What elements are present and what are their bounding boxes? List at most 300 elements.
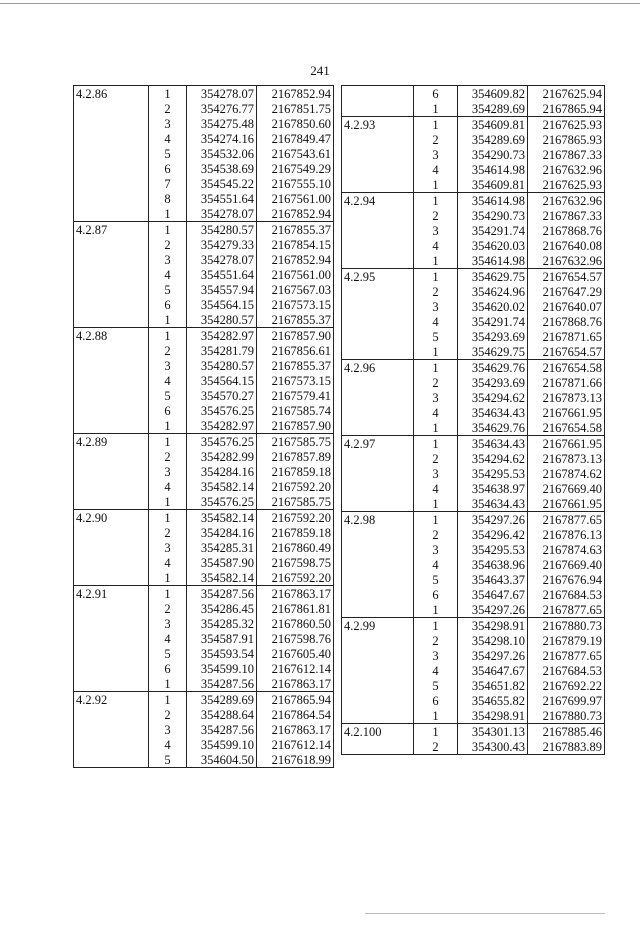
y-coordinate: 2167855.37 <box>257 358 334 373</box>
table-row <box>74 388 334 403</box>
section-number: 4.2.93 <box>342 117 414 133</box>
point-index: 1 <box>149 494 187 510</box>
table-row <box>74 176 334 191</box>
point-index: 8 <box>149 191 187 206</box>
point-index: 1 <box>149 510 187 526</box>
x-coordinate: 354614.98 <box>458 253 528 269</box>
table-row <box>74 555 334 570</box>
point-index: 4 <box>414 481 458 496</box>
x-coordinate: 354634.43 <box>458 436 528 452</box>
point-index: 4 <box>414 405 458 420</box>
section-number: 4.2.92 <box>74 692 149 708</box>
x-coordinate: 354287.56 <box>187 676 257 692</box>
y-coordinate: 2167885.46 <box>528 724 605 740</box>
point-index: 5 <box>149 282 187 297</box>
x-coordinate: 354587.91 <box>187 631 257 646</box>
x-coordinate: 354298.91 <box>458 708 528 724</box>
section-number <box>342 344 414 360</box>
table-row <box>342 223 605 238</box>
y-coordinate: 2167855.37 <box>257 312 334 328</box>
x-coordinate: 354298.91 <box>458 618 528 634</box>
x-coordinate: 354278.07 <box>187 252 257 267</box>
x-coordinate: 354593.54 <box>187 646 257 661</box>
point-index: 4 <box>149 267 187 282</box>
table-row <box>342 299 605 314</box>
section-number: 4.2.95 <box>342 269 414 285</box>
x-coordinate: 354576.25 <box>187 434 257 450</box>
table-row <box>74 510 334 526</box>
y-coordinate: 2167883.89 <box>528 739 605 755</box>
table-row <box>74 616 334 631</box>
point-index: 6 <box>149 661 187 676</box>
point-index: 1 <box>414 269 458 285</box>
x-coordinate: 354282.99 <box>187 449 257 464</box>
point-index: 3 <box>149 252 187 267</box>
section-number: 4.2.96 <box>342 360 414 376</box>
table-row <box>342 208 605 223</box>
x-coordinate: 354291.74 <box>458 314 528 329</box>
section-number <box>342 253 414 269</box>
section-number <box>342 527 414 542</box>
y-coordinate: 2167880.73 <box>528 708 605 724</box>
y-coordinate: 2167861.81 <box>257 601 334 616</box>
x-coordinate: 354564.15 <box>187 297 257 312</box>
x-coordinate: 354297.26 <box>458 512 528 528</box>
table-row <box>74 676 334 692</box>
x-coordinate: 354297.26 <box>458 602 528 618</box>
x-coordinate: 354545.22 <box>187 176 257 191</box>
point-index: 2 <box>149 707 187 722</box>
table-row <box>74 206 334 222</box>
table-row <box>342 618 605 634</box>
x-coordinate: 354289.69 <box>458 132 528 147</box>
table-row <box>342 451 605 466</box>
table-row <box>342 101 605 117</box>
point-index: 3 <box>149 116 187 131</box>
y-coordinate: 2167654.57 <box>528 344 605 360</box>
x-coordinate: 354280.57 <box>187 312 257 328</box>
y-coordinate: 2167618.99 <box>257 752 334 768</box>
y-coordinate: 2167669.40 <box>528 481 605 496</box>
section-number: 4.2.89 <box>74 434 149 450</box>
x-coordinate: 354582.14 <box>187 479 257 494</box>
table-row <box>342 360 605 376</box>
y-coordinate: 2167867.33 <box>528 147 605 162</box>
y-coordinate: 2167661.95 <box>528 496 605 512</box>
section-number <box>342 663 414 678</box>
section-number <box>74 616 149 631</box>
point-index: 4 <box>414 314 458 329</box>
table-row <box>74 631 334 646</box>
y-coordinate: 2167598.75 <box>257 555 334 570</box>
section-number <box>342 496 414 512</box>
section-number: 4.2.86 <box>74 86 149 102</box>
y-coordinate: 2167865.93 <box>528 132 605 147</box>
section-number <box>342 481 414 496</box>
table-row <box>74 494 334 510</box>
table-row <box>342 557 605 572</box>
point-index: 6 <box>149 297 187 312</box>
x-coordinate: 354620.02 <box>458 299 528 314</box>
y-coordinate: 2167877.65 <box>528 648 605 663</box>
point-index: 2 <box>149 601 187 616</box>
x-coordinate: 354279.33 <box>187 237 257 252</box>
point-index: 1 <box>149 86 187 102</box>
y-coordinate: 2167876.13 <box>528 527 605 542</box>
section-number <box>74 464 149 479</box>
x-coordinate: 354564.15 <box>187 373 257 388</box>
table-row <box>74 570 334 586</box>
y-coordinate: 2167661.95 <box>528 436 605 452</box>
point-index: 3 <box>414 648 458 663</box>
table-row <box>342 466 605 481</box>
x-coordinate: 354609.81 <box>458 117 528 133</box>
table-row <box>342 708 605 724</box>
table-row <box>342 269 605 285</box>
section-number <box>342 238 414 253</box>
x-coordinate: 354294.62 <box>458 451 528 466</box>
y-coordinate: 2167879.19 <box>528 633 605 648</box>
x-coordinate: 354280.57 <box>187 358 257 373</box>
point-index: 1 <box>149 434 187 450</box>
table-row <box>342 572 605 587</box>
section-number: 4.2.97 <box>342 436 414 452</box>
x-coordinate: 354293.69 <box>458 329 528 344</box>
section-number <box>342 542 414 557</box>
table-row <box>342 693 605 708</box>
table-row <box>342 86 605 102</box>
table-row <box>74 525 334 540</box>
point-index: 4 <box>414 663 458 678</box>
table-row <box>74 146 334 161</box>
x-coordinate: 354655.82 <box>458 693 528 708</box>
x-coordinate: 354551.64 <box>187 267 257 282</box>
section-number <box>74 403 149 418</box>
y-coordinate: 2167860.50 <box>257 616 334 631</box>
y-coordinate: 2167549.29 <box>257 161 334 176</box>
point-index: 7 <box>149 176 187 191</box>
y-coordinate: 2167592.20 <box>257 479 334 494</box>
y-coordinate: 2167632.96 <box>528 193 605 209</box>
point-index: 6 <box>414 693 458 708</box>
section-number: 4.2.91 <box>74 586 149 602</box>
x-coordinate: 354284.16 <box>187 464 257 479</box>
point-index: 5 <box>149 146 187 161</box>
y-coordinate: 2167654.58 <box>528 360 605 376</box>
y-coordinate: 2167873.13 <box>528 451 605 466</box>
x-coordinate: 354300.43 <box>458 739 528 755</box>
point-index: 1 <box>414 193 458 209</box>
section-number: 4.2.99 <box>342 618 414 634</box>
table-row <box>342 587 605 602</box>
table-row <box>342 739 605 755</box>
y-coordinate: 2167592.20 <box>257 570 334 586</box>
x-coordinate: 354647.67 <box>458 587 528 602</box>
point-index: 1 <box>414 253 458 269</box>
section-number <box>342 390 414 405</box>
y-coordinate: 2167880.73 <box>528 618 605 634</box>
point-index: 4 <box>414 557 458 572</box>
point-index: 2 <box>414 739 458 755</box>
point-index: 1 <box>149 328 187 344</box>
y-coordinate: 2167661.95 <box>528 405 605 420</box>
section-number <box>342 678 414 693</box>
table-row <box>74 101 334 116</box>
section-number <box>74 343 149 358</box>
table-row <box>342 663 605 678</box>
point-index: 2 <box>149 525 187 540</box>
x-coordinate: 354643.37 <box>458 572 528 587</box>
point-index: 3 <box>414 390 458 405</box>
x-coordinate: 354284.16 <box>187 525 257 540</box>
section-number <box>74 373 149 388</box>
y-coordinate: 2167865.94 <box>528 101 605 117</box>
table-row <box>74 222 334 238</box>
section-number <box>74 722 149 737</box>
section-number <box>342 557 414 572</box>
y-coordinate: 2167857.90 <box>257 328 334 344</box>
point-index: 1 <box>149 676 187 692</box>
section-number <box>74 388 149 403</box>
point-index: 5 <box>149 388 187 403</box>
table-row <box>74 116 334 131</box>
bottom-rule <box>365 913 605 914</box>
section-number <box>74 601 149 616</box>
x-coordinate: 354532.06 <box>187 146 257 161</box>
point-index: 1 <box>414 708 458 724</box>
y-coordinate: 2167605.40 <box>257 646 334 661</box>
section-number <box>342 284 414 299</box>
section-number <box>74 206 149 222</box>
x-coordinate: 354285.32 <box>187 616 257 631</box>
x-coordinate: 354599.10 <box>187 737 257 752</box>
section-number <box>342 648 414 663</box>
point-index: 1 <box>414 618 458 634</box>
x-coordinate: 354629.76 <box>458 360 528 376</box>
section-number <box>342 132 414 147</box>
table-row <box>74 297 334 312</box>
table-row <box>74 464 334 479</box>
x-coordinate: 354647.67 <box>458 663 528 678</box>
y-coordinate: 2167654.57 <box>528 269 605 285</box>
point-index: 2 <box>414 132 458 147</box>
point-index: 1 <box>414 344 458 360</box>
table-row <box>342 405 605 420</box>
x-coordinate: 354282.97 <box>187 328 257 344</box>
y-coordinate: 2167592.20 <box>257 510 334 526</box>
section-number <box>74 737 149 752</box>
section-number <box>342 708 414 724</box>
section-number <box>342 177 414 193</box>
point-index: 3 <box>414 223 458 238</box>
table-row <box>74 752 334 768</box>
point-index: 2 <box>414 527 458 542</box>
point-index: 3 <box>149 464 187 479</box>
point-index: 1 <box>414 101 458 117</box>
section-number <box>342 451 414 466</box>
y-coordinate: 2167873.13 <box>528 390 605 405</box>
section-number <box>74 191 149 206</box>
y-coordinate: 2167854.15 <box>257 237 334 252</box>
point-index: 1 <box>149 312 187 328</box>
point-index: 1 <box>149 692 187 708</box>
y-coordinate: 2167863.17 <box>257 722 334 737</box>
table-row <box>342 633 605 648</box>
x-coordinate: 354576.25 <box>187 494 257 510</box>
table-row <box>74 434 334 450</box>
y-coordinate: 2167860.49 <box>257 540 334 555</box>
y-coordinate: 2167699.97 <box>528 693 605 708</box>
y-coordinate: 2167871.66 <box>528 375 605 390</box>
table-row <box>342 132 605 147</box>
section-number <box>74 707 149 722</box>
section-number: 4.2.100 <box>342 724 414 740</box>
y-coordinate: 2167874.63 <box>528 542 605 557</box>
table-row <box>342 284 605 299</box>
point-index: 6 <box>414 86 458 102</box>
x-coordinate: 354295.53 <box>458 466 528 481</box>
left-coordinates-table <box>73 85 334 768</box>
section-number <box>74 237 149 252</box>
point-index: 1 <box>414 724 458 740</box>
y-coordinate: 2167676.94 <box>528 572 605 587</box>
table-row <box>342 602 605 618</box>
point-index: 1 <box>414 602 458 618</box>
point-index: 5 <box>149 646 187 661</box>
point-index: 2 <box>149 343 187 358</box>
x-coordinate: 354582.14 <box>187 570 257 586</box>
table-row <box>74 586 334 602</box>
table-row <box>342 238 605 253</box>
x-coordinate: 354651.82 <box>458 678 528 693</box>
y-coordinate: 2167877.65 <box>528 512 605 528</box>
y-coordinate: 2167684.53 <box>528 587 605 602</box>
x-coordinate: 354288.64 <box>187 707 257 722</box>
point-index: 2 <box>414 284 458 299</box>
y-coordinate: 2167851.75 <box>257 101 334 116</box>
section-number <box>342 86 414 102</box>
table-row <box>74 540 334 555</box>
section-number <box>342 633 414 648</box>
point-index: 1 <box>149 586 187 602</box>
table-row <box>342 375 605 390</box>
section-number <box>342 375 414 390</box>
section-number <box>74 131 149 146</box>
section-number <box>74 661 149 676</box>
point-index: 1 <box>149 222 187 238</box>
y-coordinate: 2167856.61 <box>257 343 334 358</box>
x-coordinate: 354278.07 <box>187 206 257 222</box>
section-number <box>342 693 414 708</box>
x-coordinate: 354614.98 <box>458 193 528 209</box>
point-index: 4 <box>414 162 458 177</box>
point-index: 2 <box>149 449 187 464</box>
x-coordinate: 354282.97 <box>187 418 257 434</box>
section-number <box>74 267 149 282</box>
y-coordinate: 2167555.10 <box>257 176 334 191</box>
x-coordinate: 354295.53 <box>458 542 528 557</box>
y-coordinate: 2167852.94 <box>257 86 334 102</box>
x-coordinate: 354604.50 <box>187 752 257 768</box>
section-number <box>74 752 149 768</box>
table-row <box>74 267 334 282</box>
section-number <box>74 631 149 646</box>
right-coordinates-table <box>341 85 605 755</box>
section-number <box>342 162 414 177</box>
x-coordinate: 354629.75 <box>458 269 528 285</box>
section-number <box>74 479 149 494</box>
y-coordinate: 2167852.94 <box>257 252 334 267</box>
y-coordinate: 2167612.14 <box>257 661 334 676</box>
y-coordinate: 2167865.94 <box>257 692 334 708</box>
point-index: 6 <box>149 403 187 418</box>
section-number <box>74 676 149 692</box>
table-row <box>74 237 334 252</box>
y-coordinate: 2167857.90 <box>257 418 334 434</box>
y-coordinate: 2167632.96 <box>528 162 605 177</box>
table-row <box>342 512 605 528</box>
section-number <box>74 146 149 161</box>
x-coordinate: 354274.16 <box>187 131 257 146</box>
y-coordinate: 2167654.58 <box>528 420 605 436</box>
table-row <box>342 542 605 557</box>
point-index: 2 <box>414 633 458 648</box>
section-number <box>74 252 149 267</box>
y-coordinate: 2167640.08 <box>528 238 605 253</box>
x-coordinate: 354287.56 <box>187 722 257 737</box>
y-coordinate: 2167868.76 <box>528 314 605 329</box>
point-index: 2 <box>414 208 458 223</box>
table-row <box>342 724 605 740</box>
x-coordinate: 354289.69 <box>187 692 257 708</box>
table-row <box>74 722 334 737</box>
x-coordinate: 354289.69 <box>458 101 528 117</box>
table-row <box>74 161 334 176</box>
x-coordinate: 354290.73 <box>458 208 528 223</box>
section-number <box>342 208 414 223</box>
point-index: 1 <box>414 420 458 436</box>
y-coordinate: 2167585.74 <box>257 403 334 418</box>
y-coordinate: 2167877.65 <box>528 602 605 618</box>
point-index: 6 <box>149 161 187 176</box>
point-index: 3 <box>149 616 187 631</box>
section-number <box>74 297 149 312</box>
section-number <box>74 494 149 510</box>
x-coordinate: 354609.82 <box>458 86 528 102</box>
point-index: 3 <box>414 542 458 557</box>
table-row <box>74 449 334 464</box>
x-coordinate: 354298.10 <box>458 633 528 648</box>
x-coordinate: 354280.57 <box>187 222 257 238</box>
point-index: 5 <box>414 329 458 344</box>
point-index: 4 <box>149 131 187 146</box>
point-index: 3 <box>414 299 458 314</box>
x-coordinate: 354294.62 <box>458 390 528 405</box>
point-index: 4 <box>414 238 458 253</box>
x-coordinate: 354624.96 <box>458 284 528 299</box>
table-row <box>342 147 605 162</box>
y-coordinate: 2167868.76 <box>528 223 605 238</box>
point-index: 4 <box>149 631 187 646</box>
y-coordinate: 2167561.00 <box>257 191 334 206</box>
y-coordinate: 2167864.54 <box>257 707 334 722</box>
x-coordinate: 354629.75 <box>458 344 528 360</box>
table-row <box>74 86 334 102</box>
page-number: 241 <box>310 63 330 78</box>
table-row <box>74 131 334 146</box>
table-row <box>342 177 605 193</box>
x-coordinate: 354557.94 <box>187 282 257 297</box>
